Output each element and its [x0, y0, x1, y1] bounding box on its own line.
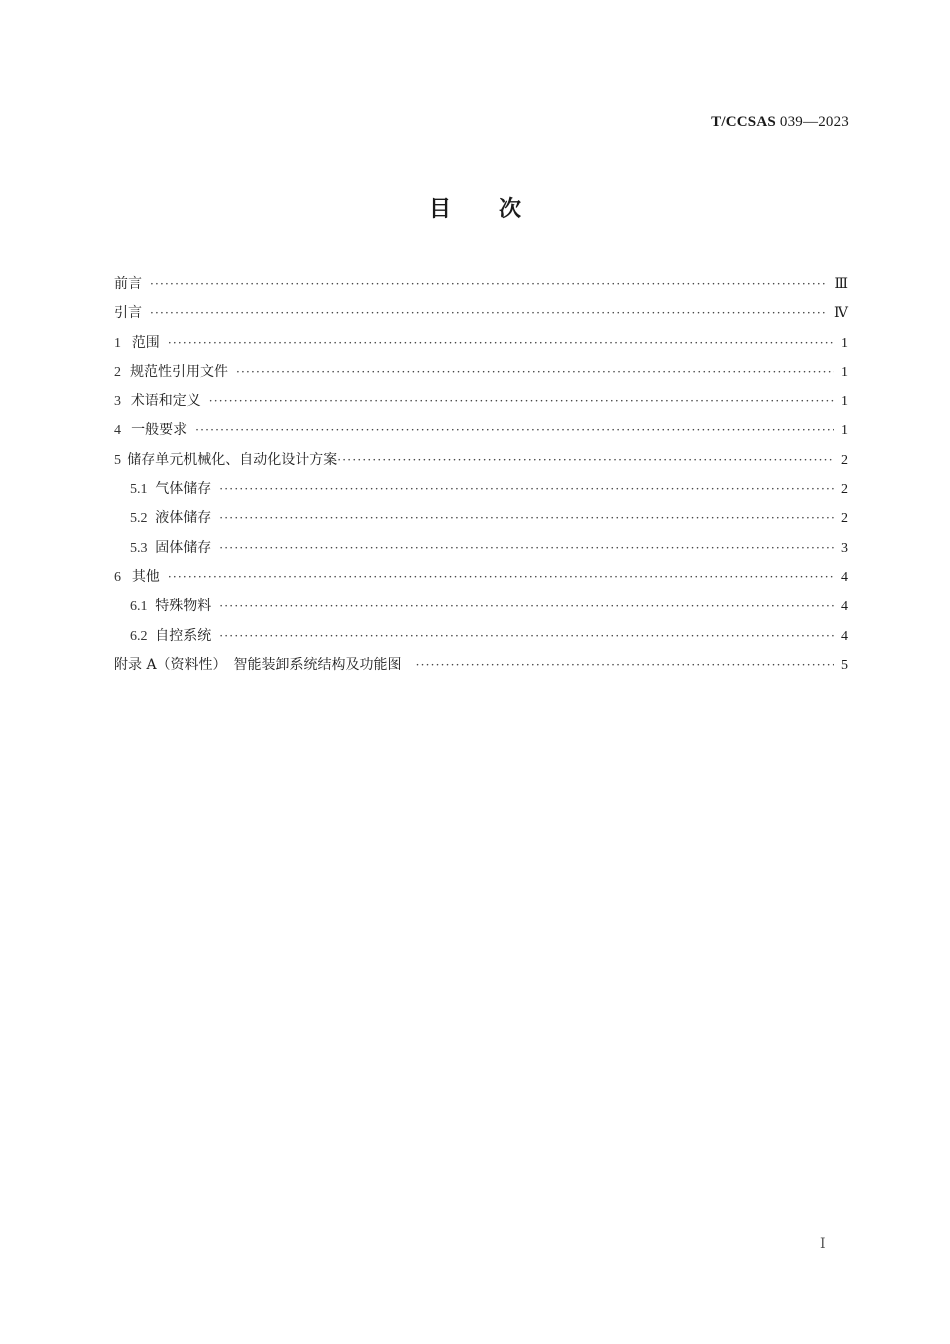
toc-entry-label: 液体储存 [155, 510, 212, 527]
toc-entry-label: 其他 [131, 568, 160, 585]
toc-entry-page: 2 [841, 452, 848, 468]
toc-entry-label: 自控系统 [155, 627, 212, 644]
toc-entry-label: 附录 A（资料性） 智能装卸系统结构及功能图 [114, 656, 402, 673]
document-code [711, 114, 849, 131]
toc-entry-page: 2 [841, 482, 848, 498]
toc-dot-leader [219, 475, 834, 504]
toc-dot-leader [236, 358, 834, 387]
toc-entry-page: 1 [841, 423, 848, 439]
toc-dot-leader [150, 270, 828, 299]
toc-entry-number: 4 [114, 423, 121, 439]
toc-entry-label: 前言 [114, 276, 142, 292]
toc-entry-page: 2 [841, 511, 848, 527]
toc-entry-page: 1 [841, 335, 848, 351]
toc-entry-label: 固体储存 [155, 539, 212, 556]
document-code-prefix: T/CCSAS [711, 114, 776, 130]
toc-dot-leader [219, 592, 834, 621]
toc-entry-number: 5.3 [130, 540, 148, 556]
toc-dot-leader [337, 446, 834, 475]
toc-entry-page: 1 [841, 364, 848, 380]
toc-entry-appendix-a[interactable] [114, 651, 848, 680]
toc-entry-normative-references[interactable] [114, 358, 848, 387]
page-title: 目次 [428, 197, 569, 222]
toc-entry-solid-storage[interactable] [114, 534, 848, 563]
toc-entry-label: 一般要求 [131, 422, 188, 439]
toc-dot-leader [168, 563, 834, 592]
toc-dot-leader [219, 534, 834, 563]
toc-entry-page: 5 [841, 657, 848, 673]
toc-entry-introduction[interactable] [114, 299, 848, 328]
toc-dot-leader [219, 622, 834, 651]
toc-dot-leader [168, 329, 834, 358]
toc-entry-number: 6.1 [130, 599, 148, 615]
toc-entry-label: 术语和定义 [130, 393, 201, 410]
toc-entry-number: 6.2 [130, 628, 148, 644]
toc-entry-page: 3 [841, 540, 848, 556]
toc-entry-number: 6 [114, 569, 121, 585]
toc-entry-number: 3 [114, 394, 121, 410]
toc-entry-number: 5 [114, 452, 121, 468]
toc-entry-page: Ⅲ [834, 277, 848, 292]
toc-entry-number: 2 [114, 364, 121, 380]
toc-dot-leader [150, 299, 828, 328]
toc-entry-others[interactable] [114, 563, 848, 592]
toc-dot-leader [219, 504, 834, 533]
toc-entry-control-system[interactable] [114, 622, 848, 651]
toc-entry-label: 气体储存 [155, 481, 212, 498]
toc-entry-foreword[interactable] [114, 270, 848, 299]
toc-dot-leader [209, 387, 834, 416]
toc-entry-page: 1 [841, 394, 848, 410]
document-code-number: 039—2023 [779, 114, 849, 130]
toc-entry-terms-definitions[interactable] [114, 387, 848, 416]
toc-entry-label: 储存单元机械化、自动化设计方案 [127, 451, 338, 468]
toc-entry-label: 特殊物料 [155, 598, 212, 615]
page-number: Ⅰ [820, 1237, 826, 1252]
toc-entry-page: Ⅳ [834, 306, 848, 322]
toc-entry-general-requirements[interactable] [114, 416, 848, 445]
toc-entry-number: 5.1 [130, 482, 148, 498]
toc-entry-label: 范围 [131, 334, 160, 351]
toc-entry-page: 4 [841, 569, 848, 585]
toc-dot-leader [195, 416, 834, 445]
toc-entry-special-materials[interactable] [114, 592, 848, 621]
toc-entry-scope[interactable] [114, 329, 848, 358]
toc-entry-gas-storage[interactable] [114, 475, 848, 504]
toc-dot-leader [416, 651, 834, 680]
toc-entry-page: 4 [841, 599, 848, 615]
table-of-contents [114, 270, 848, 680]
toc-entry-storage-design[interactable] [114, 446, 848, 475]
toc-entry-number: 5.2 [130, 511, 148, 527]
toc-entry-label: 引言 [114, 305, 142, 322]
toc-entry-number: 1 [114, 335, 121, 351]
toc-entry-page: 4 [841, 628, 848, 644]
toc-entry-label: 规范性引用文件 [129, 363, 228, 380]
toc-entry-liquid-storage[interactable] [114, 504, 848, 533]
